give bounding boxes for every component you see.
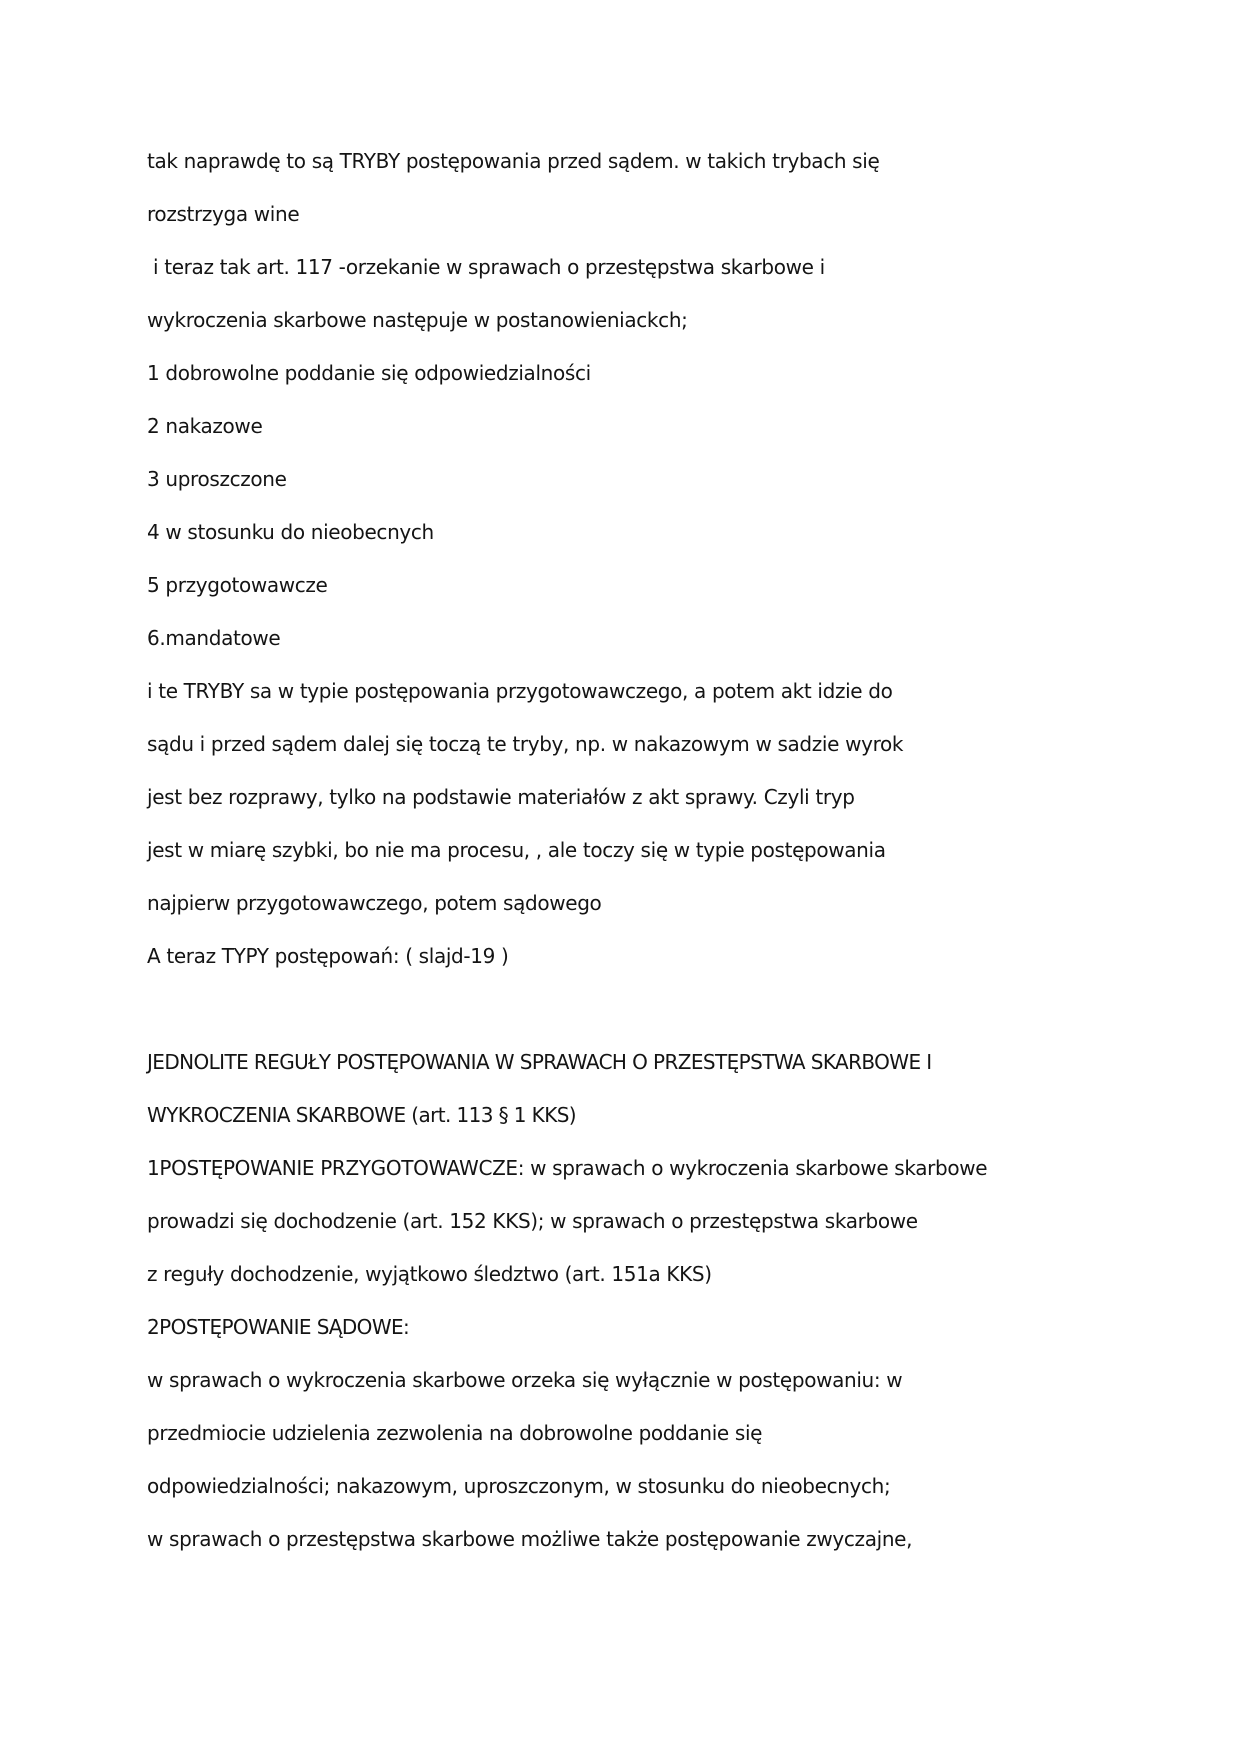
text-line: 1POSTĘPOWANIE PRZYGOTOWAWCZE: w sprawach o wykroczenia skarbowe skarbowe [147,1156,988,1180]
text-line: odpowiedzialności; nakazowym, uproszczonym, w stosunku do nieobecnych; [147,1474,891,1498]
text-line: w sprawach o wykroczenia skarbowe orzeka się wyłącznie w postępowaniu: w [147,1368,903,1392]
text-line: 3 uproszczone [147,467,287,491]
text-line: i te TRYBY sa w typie postępowania przygotowawczego, a potem akt idzie do [147,679,893,703]
text-line: sądu i przed sądem dalej się toczą te tryby, np. w nakazowym w sadzie wyrok [147,732,904,756]
text-line: jest w miarę szybki, bo nie ma procesu, , ale toczy się w typie postępowania [147,838,886,862]
text-line: przedmiocie udzielenia zezwolenia na dobrowolne poddanie się [147,1421,763,1445]
text-line: w sprawach o przestępstwa skarbowe możliwe także postępowanie zwyczajne, [147,1527,913,1551]
section-heading: JEDNOLITE REGUŁY POSTĘPOWANIA W SPRAWACH O PRZESTĘPSTWA SKARBOWE I [147,1050,932,1074]
text-line: 6.mandatowe [147,626,281,650]
section-heading: WYKROCZENIA SKARBOWE (art. 113 § 1 KKS) [147,1103,577,1127]
text-line: najpierw przygotowawczego, potem sądowego [147,891,602,915]
text-line: i teraz tak art. 117 -orzekanie w sprawach o przestępstwa skarbowe i [147,255,825,279]
text-line: z reguły dochodzenie, wyjątkowo śledztwo (art. 151a KKS) [147,1262,712,1286]
text-line: 1 dobrowolne poddanie się odpowiedzialności [147,361,591,385]
text-line: rozstrzyga wine [147,202,300,226]
text-line: 5 przygotowawcze [147,573,328,597]
text-line: 4 w stosunku do nieobecnych [147,520,434,544]
text-line: jest bez rozprawy, tylko na podstawie materiałów z akt sprawy. Czyli tryp [147,785,855,809]
text-line: wykroczenia skarbowe następuje w postanowieniackch; [147,308,688,332]
text-line: prowadzi się dochodzenie (art. 152 KKS); w sprawach o przestępstwa skarbowe [147,1209,918,1233]
section-subheading: 2POSTĘPOWANIE SĄDOWE: [147,1315,410,1339]
text-line: A teraz TYPY postępowań: ( slajd-19 ) [147,944,509,968]
text-line: tak naprawdę to są TRYBY postępowania przed sądem. w takich trybach się [147,149,880,173]
text-line: 2 nakazowe [147,414,263,438]
